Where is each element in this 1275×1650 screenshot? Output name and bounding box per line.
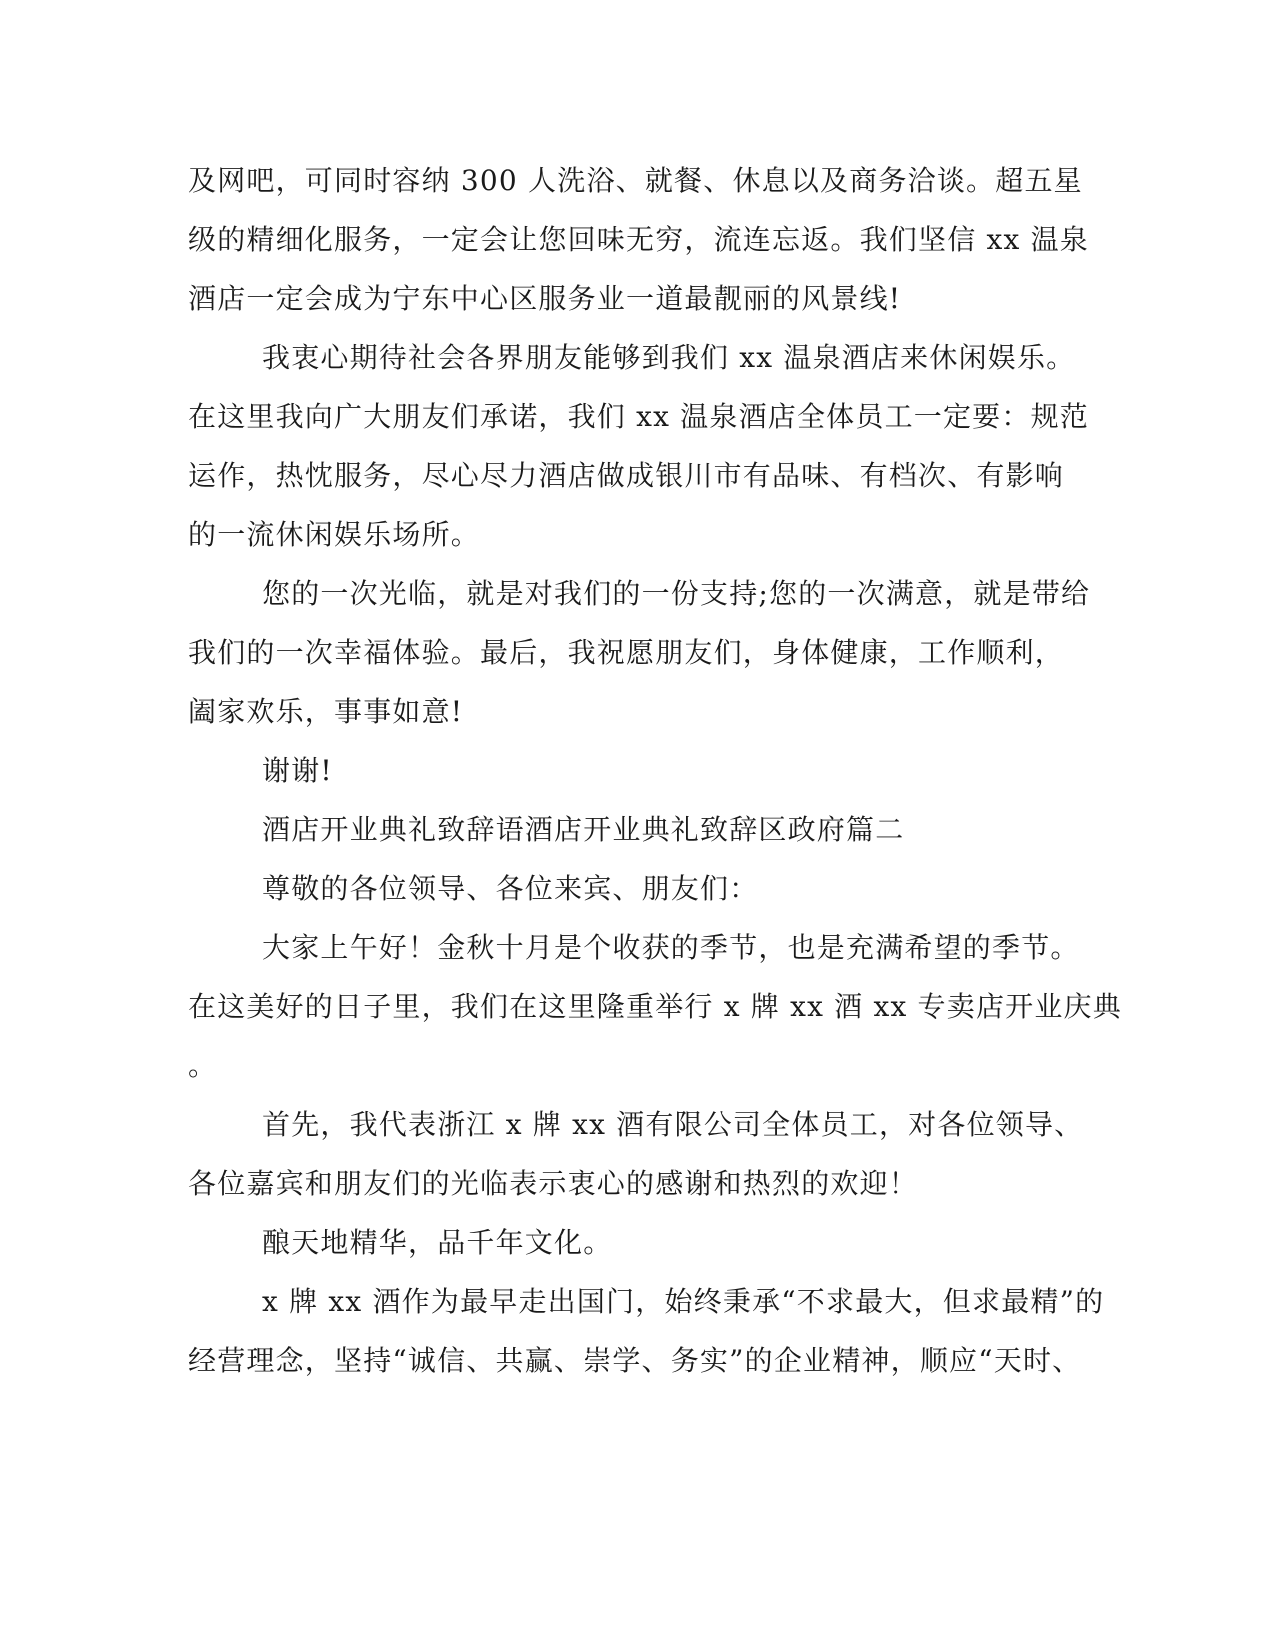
text-line: 酒店一定会成为宁东中心区服务业一道最靓丽的风景线!: [188, 282, 902, 315]
text-line: 您的一次光临，就是对我们的一份支持;您的一次满意，就是带给: [262, 577, 1091, 610]
text-line: x 牌 xx 酒作为最早走出国门，始终秉承“不求最大，但求最精”的: [262, 1285, 1105, 1318]
text-line: 阖家欢乐，事事如意!: [188, 695, 464, 728]
text-line: 我衷心期待社会各界朋友能够到我们 xx 温泉酒店来休闲娱乐。: [262, 341, 1076, 374]
section-heading: 酒店开业典礼致辞语酒店开业典礼致辞区政府篇二: [262, 813, 905, 846]
text-line: 在这美好的日子里，我们在这里隆重举行 x 牌 xx 酒 xx 专卖店开业庆典: [188, 990, 1122, 1023]
text-line: 首先，我代表浙江 x 牌 xx 酒有限公司全体员工，对各位领导、: [262, 1108, 1084, 1141]
text-line: 及网吧，可同时容纳 300 人洗浴、就餐、休息以及商务洽谈。超五星: [188, 164, 1083, 197]
text-line: 我们的一次幸福体验。最后，我祝愿朋友们，身体健康，工作顺利，: [188, 636, 1065, 669]
text-line: 。: [188, 1049, 218, 1082]
text-line: 的一流休闲娱乐场所。: [188, 518, 481, 551]
text-line: 运作，热忱服务，尽心尽力酒店做成银川市有品味、有档次、有影响: [188, 459, 1065, 492]
text-line: 大家上午好！金秋十月是个收获的季节，也是充满希望的季节。: [262, 931, 1080, 964]
text-line: 各位嘉宾和朋友们的光临表示衷心的感谢和热烈的欢迎！: [188, 1167, 919, 1200]
text-line: 在这里我向广大朋友们承诺，我们 xx 温泉酒店全体员工一定要：规范: [188, 400, 1089, 433]
salutation: 尊敬的各位领导、各位来宾、朋友们：: [262, 872, 759, 905]
text-line: 酿天地精华，品千年文化。: [262, 1226, 613, 1259]
text-line: 级的精细化服务，一定会让您回味无穷，流连忘返。我们坚信 xx 温泉: [188, 223, 1089, 256]
text-line: 经营理念，坚持“诚信、共赢、崇学、务实”的企业精神，顺应“天时、: [188, 1344, 1082, 1377]
text-line: 谢谢!: [262, 754, 333, 787]
